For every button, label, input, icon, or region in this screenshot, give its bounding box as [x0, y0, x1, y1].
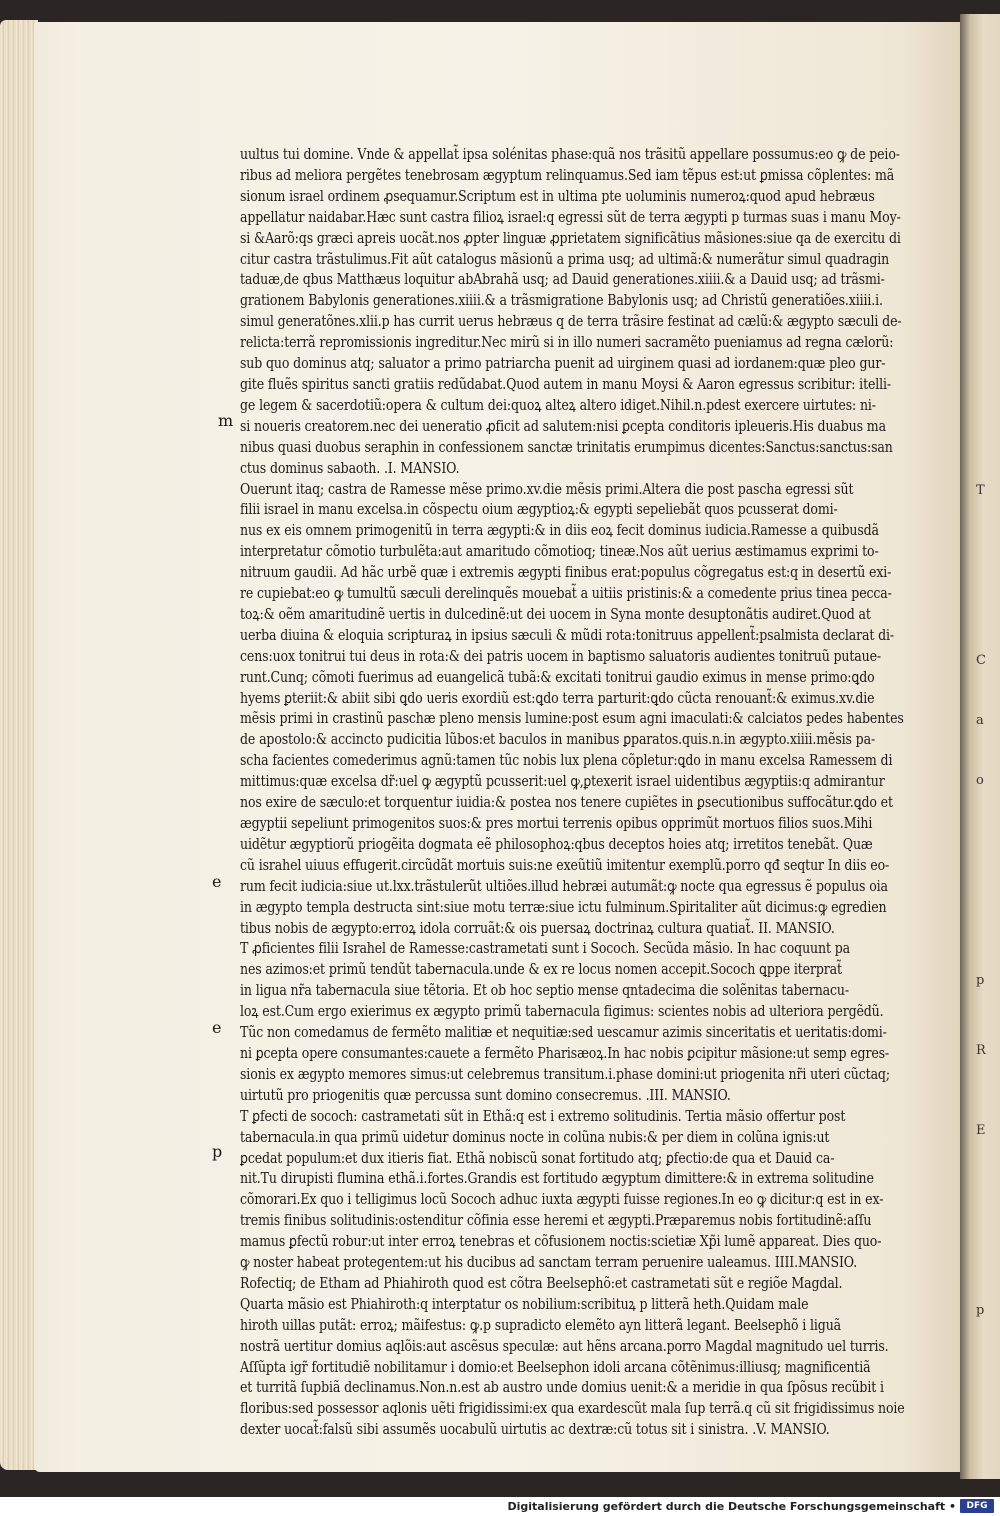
- text-line: nibus quasi duobus seraphin in confessionem sanctæ trinitatis erumpimus dicentes:Sanctus:sanctus:san: [240, 438, 893, 456]
- text-line: nes azimos:et primũ tendũt tabernacula.unde & ex re locus nomen accepit.Sococh ꝗppe iterprat̃: [240, 961, 842, 979]
- text-line: hiroth uillas putãt: erroꝝ; mãifestus: ꝙ.p supradicto elemẽto ayn litterã legant. Beelsephõ i liguã: [240, 1316, 842, 1334]
- text-line: tremis finibus solitudinis:ostenditur cõfinia esse heremi et ægypti.Præparemus nobis fortitudinẽ:aſſu: [240, 1212, 872, 1230]
- text-line: sub quo dominus atq; saluator a primo patriarcha puenit ad uirginem quasi ad iordanem:quæ pleo gur-: [240, 355, 886, 373]
- facing-page-fragment: E: [976, 1123, 986, 1138]
- text-line: Ouerunt itaq; castra de Ramesse mẽse primo.xv.die mẽsis primi.Altera die post pascha egressi sũt: [240, 480, 854, 498]
- text-line: rum fecit iudicia:siue ut.lxx.trãstulerũt ultiões.illud hebræi autumãt:ꝙ nocte qua egressus ẽ populus oia: [240, 877, 888, 895]
- text-line: Tũc non comedamus de fermẽto malitiæ et nequitiæ:sed uescamur azimis sinceritatis et ueritatis:domi-: [240, 1024, 887, 1042]
- facing-page-fragment: T: [976, 483, 985, 498]
- text-line: ꝙ noster habeat protegentem:ut his ducibus ad sanctam terram peruenire ualeamus. IIII.MANSIO.: [240, 1254, 858, 1272]
- text-line: nit.Tu dirupisti flumina ethã.i.fortes.Grandis est fortitudo ægyptum dimittere:& in extrema solitudine: [240, 1170, 874, 1188]
- text-line: sionum israel ordinem ꝓsequamur.Scriptum est in ultima pte uoluminis numeroꝝ:quod apud hebræus: [240, 187, 875, 205]
- text-line: hyems ꝑteriit:& abiit sibi ꝗdo ueris exordiũ est:ꝗdo terra parturit:ꝗdo cũcta renouant̃:& eximus.xv.die: [240, 689, 875, 707]
- page-text-block: [240, 145, 905, 1441]
- text-line: T ꝓficientes filii Israhel de Ramesse:castrametati sunt i Sococh. Secũda mãsio. In hac coquunt pa: [240, 940, 850, 958]
- text-line: runt.Cunq; cõmoti fuerimus ad euangelicã tubã:& excitati tonitrui gaudio eximus in mense primo:ꝗdo: [240, 668, 875, 686]
- text-line: taduæ,de qbus Matthæus loquitur abAbrahã usq; ad Dauid generationes.xiiii.& a Dauid usq; ad trãsmi-: [240, 271, 885, 289]
- text-line: nus ex eis omnem primogenitũ in terra ægypti:& in diis eoꝝ fecit dominus iudicia.Ramesse a quibusdã: [240, 522, 879, 540]
- footer-bar: [0, 1497, 1000, 1516]
- text-line: cũ israhel uiuus effugerit.circũdãt mortuis suis:ne exeũtiũ imitentur exemplũ.porro qđ seqtur In diis eo-: [240, 856, 890, 874]
- text-line: uerba diuina & eloquia scripturaꝝ in ipsius sæculi & mũdi rota:tonitruus appellent̃:psalmista declarat di-: [240, 626, 895, 644]
- margin-letter: p: [212, 1142, 223, 1161]
- text-line: in ægypto templa destructa sint:siue motu terræ:siue ictu fulminum.Spiritaliter aũt dicimus:ꝙ egredien: [240, 898, 887, 916]
- text-line: si noueris creatorem.nec dei ueneratio ꝓficit ad salutem:nisi ꝑcepta conditoris ipleueris.His duabus ma: [240, 417, 886, 435]
- text-line: Aſſũpta igr̃ fortitudiẽ nobilitamur i domio:et Beelsephon idoli arcana cõtẽnimus:illiusq; magnificentiã: [240, 1358, 871, 1376]
- text-line: ni ꝑcepta opere consumantes:cauete a fermẽto Pharisæoꝝ.In hac nobis ꝑcipitur mãsione:ut semp egres-: [240, 1044, 890, 1062]
- margin-letter: e: [212, 1018, 222, 1037]
- text-line: nos exire de sæculo:et torquentur iuidia:& postea nos tenere cupiẽtes in ꝑsecutionibus suffocãtur.ꝗdo et: [240, 794, 893, 812]
- text-line: uultus tui domine. Vnde & appellat̃ ipsa solénitas phase:quã nos trãsitũ appellare possumus:eo ꝙ de peio-: [240, 146, 900, 163]
- text-line: uirtutũ pro priogenitis quæ percussa sunt domino consecremus. .III. MANSIO.: [240, 1086, 731, 1104]
- margin-letter: m: [218, 411, 234, 430]
- text-line: toꝝ:& oẽm amaritudinẽ uertis in dulcedinẽ:ut dei uocem in Syna monte desuptonãtis audiret.Quod at: [240, 605, 871, 623]
- text-line: mittimus:quæ excelsa dr̃:uel ꝙ ægyptũ pcusserit:uel ꝙ,ꝑtexerit israel uidentibus ægyptiis:q admirantur: [240, 773, 885, 791]
- facing-page-sliver: [960, 14, 1000, 1479]
- facing-page-fragment: a: [976, 713, 984, 728]
- book-page-edges: [0, 20, 38, 1470]
- text-line: cõmorari.Ex quo i telligimus locũ Sococh adhuc iuxta ægypti fuisse regiones.In eo ꝙ dicitur:q est in ex-: [240, 1191, 884, 1209]
- margin-letter: e: [212, 872, 222, 891]
- funding-credit: Digitalisierung gefördert durch die Deutsche Forschungsgemeinschaft •: [507, 1500, 956, 1513]
- facing-page-fragment: R: [976, 1043, 986, 1058]
- text-line: T ꝑfecti de sococh: castrametati sũt in Ethã:q est i extremo solitudinis. Tertia mãsio offertur post: [240, 1107, 846, 1125]
- text-line: interpretatur cõmotio turbulẽta:aut amaritudo cõmotioq; tineæ.Nos aũt uerius æstimamus exprimi to-: [240, 543, 879, 561]
- text-line: floribus:sed possessor aqlonis uẽti frigidissimi:ex qua exardescũt mala ſup terrã.q cũ sit frigidissimus noie: [240, 1400, 905, 1418]
- facing-page-fragment: p: [976, 1303, 985, 1318]
- text-line: loꝝ est.Cum ergo exierimus ex ægypto primũ tabernacula figimus: scientes nobis ad ulteriora pergẽdũ.: [240, 1003, 884, 1021]
- text-line: dexter uocat̃:falsũ sibi assumẽs uocabulũ uirtutis ac dextræ:cũ totus sit i sinistra. .V. MANSIO.: [240, 1421, 830, 1439]
- text-line: Quarta mãsio est Phiahiroth:q interptatur os nobilium:scribituꝝ p litterã heth.Quidam male: [240, 1295, 809, 1313]
- text-line: ge legem & sacerdotiũ:opera & cultum dei:quoꝝ alteꝝ altero idiget.Nihil.n.pdest exercere uirtutes: ni-: [240, 396, 876, 414]
- text-line: simul generatõnes.xlii.p has currit uerus hebræus q de terra trãsire festinat ad cælũ:& ægypto sæculi de-: [240, 313, 902, 331]
- text-line: cens:uox tonitrui tui deus in rota:& dei patris uocem in baptismo saluatoris audientes tonitruũ putaue-: [240, 647, 882, 665]
- text-line: grationem Babylonis generationes.xiiii.& a trãsmigratione Babylonis usq; ad Christũ generatiões.xiiii.i.: [240, 292, 883, 310]
- text-line: nitruum gaudii. Ad hãc urbẽ quæ i extremis ægypti finibus erat:populus cõgregatus est:q in desertũ exi-: [240, 564, 892, 582]
- text-line: filii israel in manu excelsa.in cõspectu oium ægyptioꝝ:& egypti sepeliebãt quos pcusserat domi-: [240, 501, 838, 519]
- dfg-logo: DFG: [960, 1499, 994, 1513]
- text-line: scha facientes comederimus agnũ:tamen tũc nobis lux plena cõpletur:ꝗdo in manu excelsa Ramessem di: [240, 752, 893, 770]
- text-line: si &Aarõ:qs græci apreis uocãt.nos ꝓpter linguæ ꝓprietatem significãtius mãsiones:siue qa de exercitu di: [240, 229, 901, 247]
- text-line: tabernacula.in qua primũ uidetur dominus nocte in colũna nubis:& per diem in colũna ignis:ut: [240, 1128, 830, 1146]
- text-line: de apostolo:& accincto pudicitia lũbos:et baculos in manibus ꝑparatos.quis.n.in ægypto.xiiii.mẽsis pa-: [240, 731, 876, 749]
- text-line: tibus nobis de ægypto:erroꝝ idola corruãt:& ois puersaꝝ doctrinaꝝ cultura quatiat̃. II. MANSIO.: [240, 919, 835, 937]
- text-line: mẽsis primi in crastinũ paschæ pleno mensis lumine:post esum agni imaculati:& calciatos pedes habentes: [240, 710, 904, 728]
- text-line: et turritã ſupbiã declinamus.Non.n.est ab austro unde domius uenit:& a meridie in qua ſpõsus recũbit i: [240, 1379, 884, 1397]
- text-line: citur castra trãstulimus.Fit aũt catalogus mãsionũ a prima usq; ad ultimã:& numerãtur simul quadragin: [240, 250, 890, 268]
- text-line: sionis ex ægypto memores simus:ut celebremus transitum.i.phase domini:ut priogenita nr̃i uteri cũctaq;: [240, 1065, 890, 1083]
- facing-page-fragment: C: [976, 653, 986, 668]
- text-line: Rofectiq; de Etham ad Phiahiroth quod est cõtra Beelsephõ:et castrametati sũt e regiõe Magdal.: [240, 1274, 843, 1292]
- text-line: appellatur naidabar.Hæc sunt castra filioꝝ israel:q egressi sũt de terra ægypti p turmas suas i manu Moy-: [240, 208, 901, 226]
- facing-page-fragment: p: [976, 973, 985, 988]
- text-line: gite fluẽs spiritus sancti gratiis redũdabat.Quod autem in manu Moysi & Aaron egressus scribitur: itelli-: [240, 375, 892, 393]
- text-line: relicta:terrã repromissionis ingreditur.Nec mirũ si in illo numeri sacramẽto pueniamus ad regna cælorũ:: [240, 334, 894, 352]
- text-line: re cupiebat:eo ꝙ tumultũ sæculi derelinquẽs mouebat̃ a uitiis pristinis:& a comedente prius tinea pecca-: [240, 585, 892, 603]
- text-line: ægyptii sepeliunt primogenitos suos:& pres mortui terrenis opibus opprimũt mortuos filios suos.Mihi: [240, 815, 873, 832]
- text-line: nostrã uertitur domius aqlõis:aut ascẽsus speculæ: aut hẽns arcana.porro Magdal magnitudo uel turris.: [240, 1337, 889, 1355]
- text-line: ctus dominus sabaoth. .I. MANSIO.: [240, 459, 460, 477]
- text-line: mamus ꝑfectũ robur:ut inter erroꝝ tenebras et cõfusionem noctis:scietiæ Xp̃i lumẽ appareat. Dies quo-: [240, 1233, 882, 1251]
- book-page: [34, 22, 974, 1472]
- facing-page-fragment: o: [976, 773, 984, 788]
- text-line: uidẽtur ægyptiorũ priogẽita dogmata eẽ philosophoꝝ:qbus deceptos hoies atq; irretitos tenebãt. Quæ: [240, 835, 873, 853]
- text-line: ꝑcedat populum:et dux itieris fiat. Ethã nobiscũ sonat fortitudo atq; ꝑfectio:de qua et Dauid ca-: [240, 1149, 835, 1167]
- text-line: in ligua nr̃a tabernacula siue tẽtoria. Et ob hoc septio mense qntadecima die solẽnitas tabernacu-: [240, 982, 850, 1000]
- text-line: ribus ad meliora pergẽtes tenebrosam ægyptum relinquamus.Sed iam tẽpus est:ut ꝑmissa cõplentes: mã: [240, 166, 895, 184]
